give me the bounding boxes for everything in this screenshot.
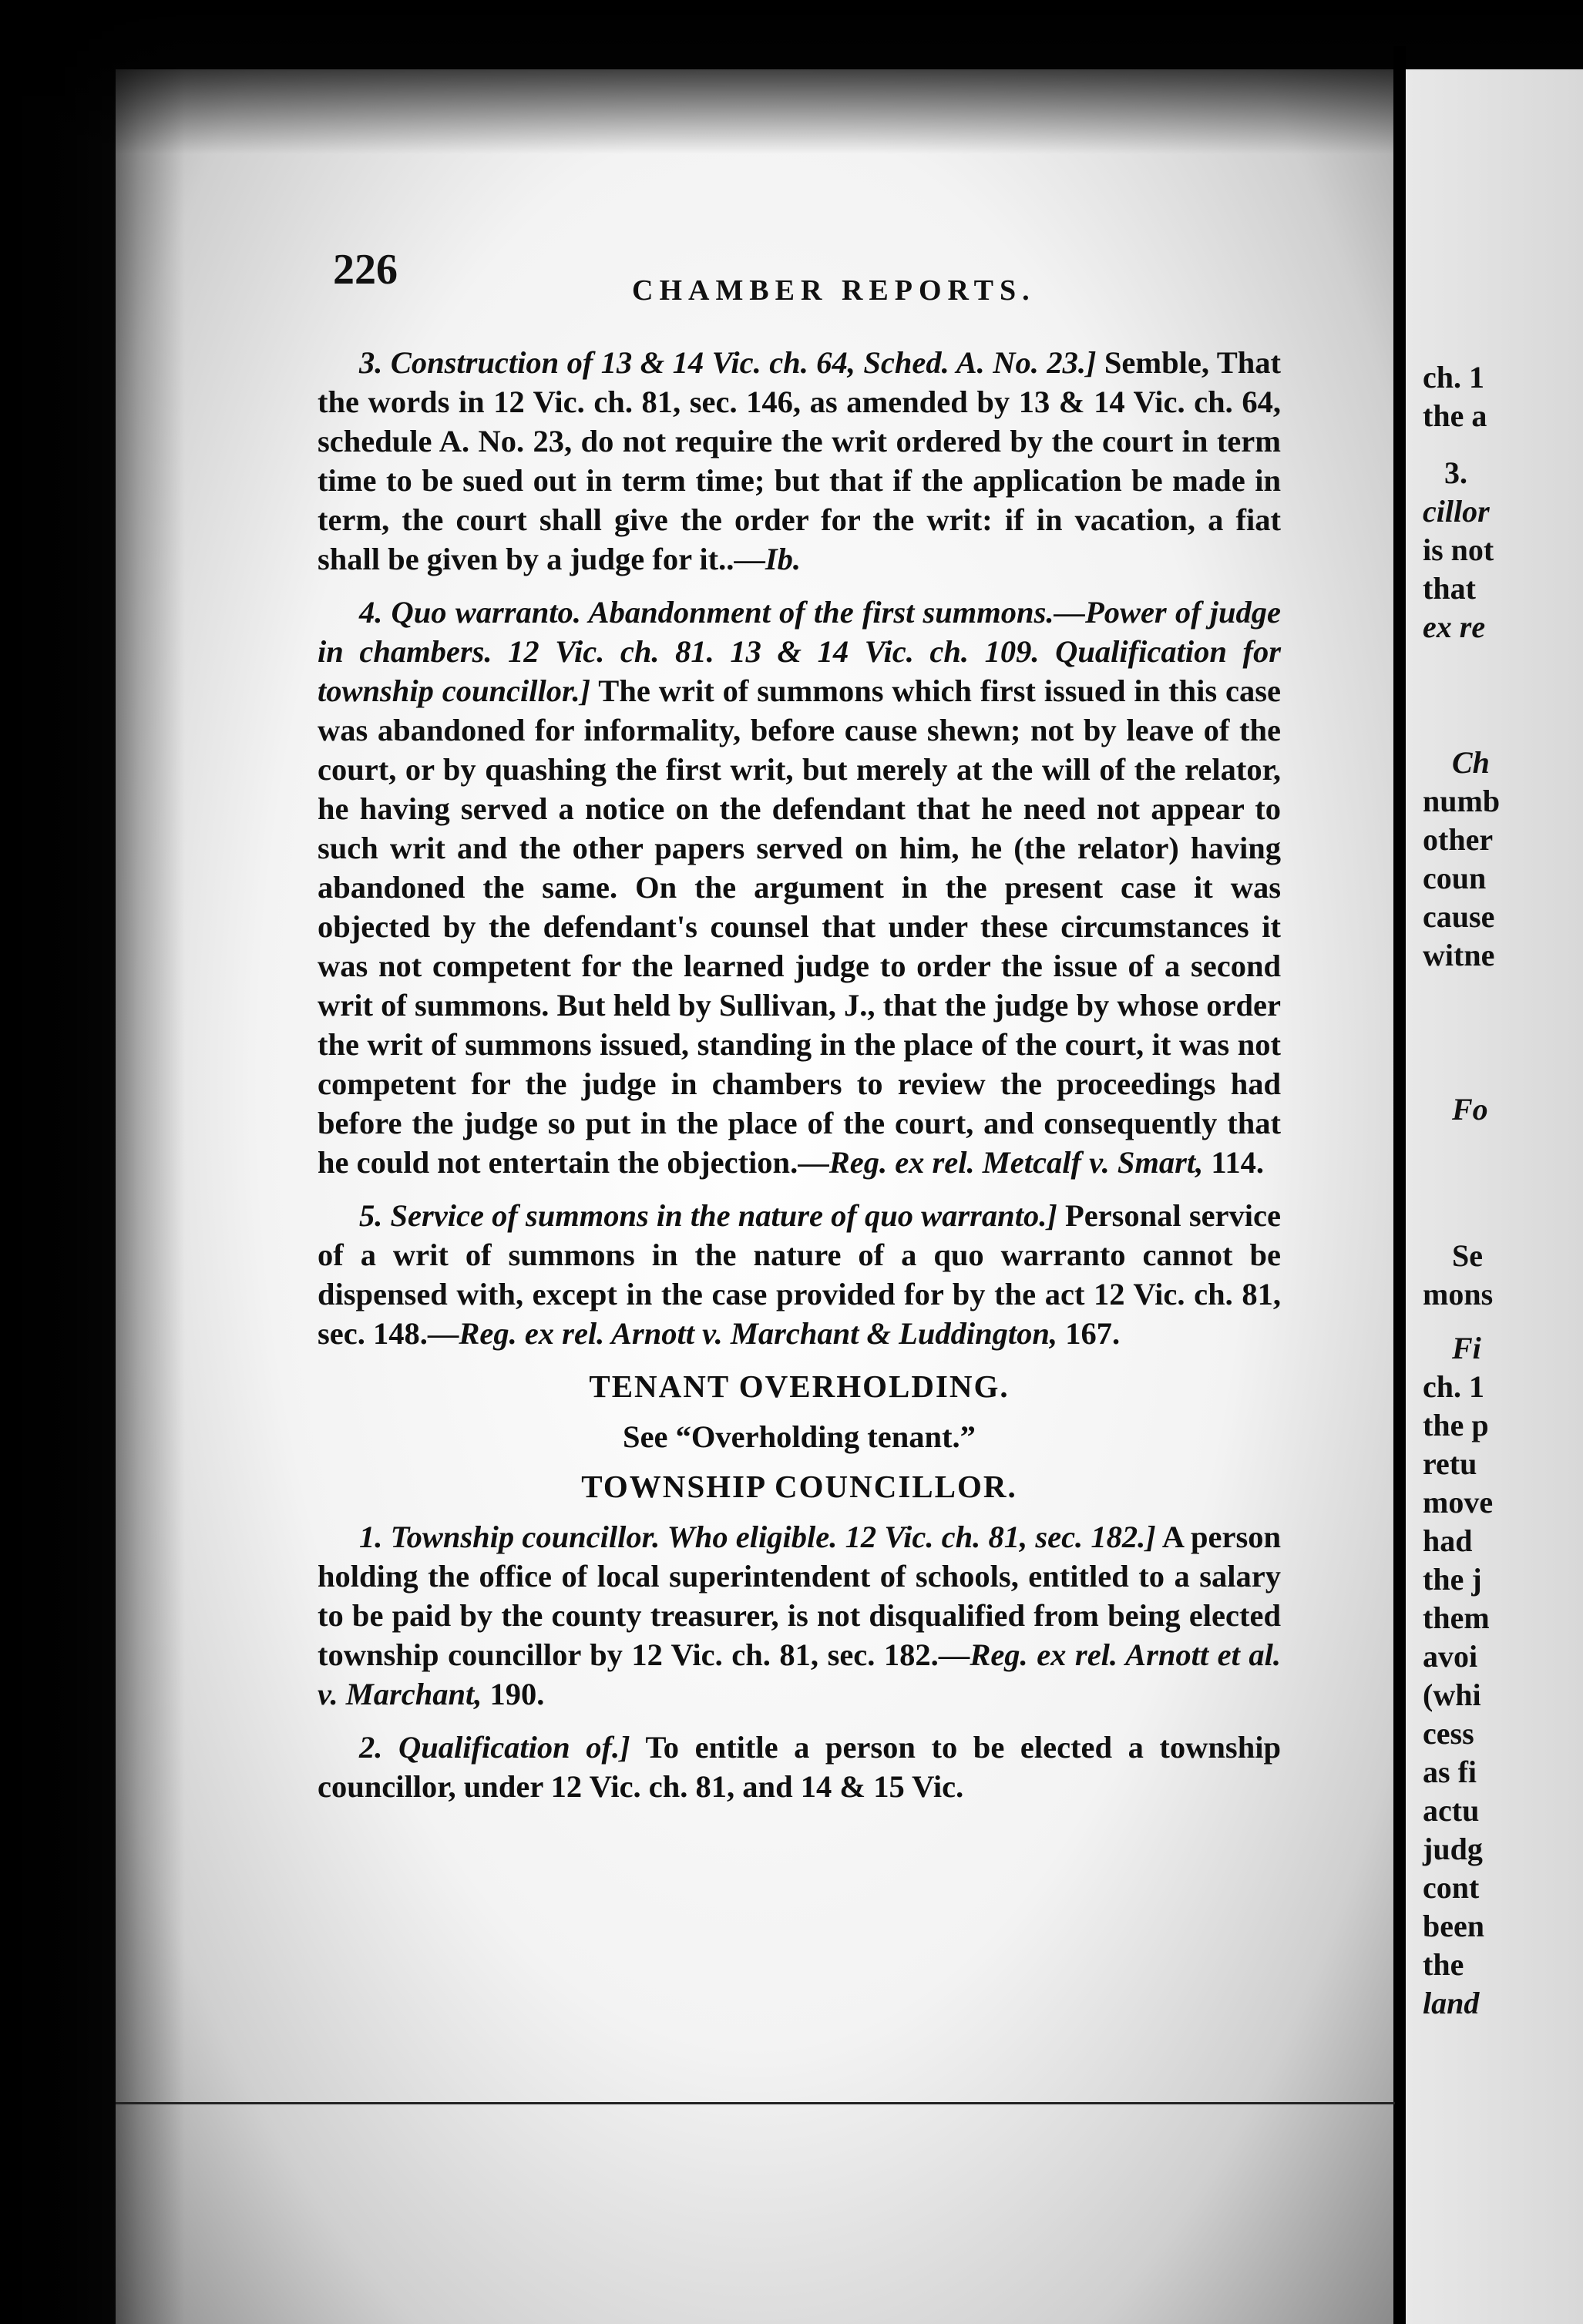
entry-4-citation: Reg. ex rel. Metcalf v. Smart, bbox=[828, 1145, 1204, 1180]
township-entry-1-page-ref: 190. bbox=[482, 1677, 545, 1711]
adjacent-line: the p bbox=[1423, 1408, 1489, 1442]
bottom-rule bbox=[116, 2102, 1395, 2104]
page-number: 226 bbox=[333, 246, 398, 294]
adjacent-line: retu bbox=[1423, 1446, 1477, 1481]
entry-5 bbox=[318, 1196, 1281, 1353]
entry-5-heading: 5. Service of summons in the nature of quo warranto.] bbox=[359, 1198, 1057, 1233]
entry-3-heading: 3. Construction of 13 & 14 Vic. ch. 64, Sched. A. No. 23.] bbox=[359, 345, 1097, 380]
township-entry-2-body: To entitle a person to be elected a township councillor, under 12 Vic. ch. 81, and 14 & 15 Vic. bbox=[318, 1730, 1281, 1804]
entry-3-body: Semble, That the words in 12 Vic. ch. 81, sec. 146, as amended by 13 & 14 Vic. ch. 64, schedule A. No. 23, do not require the writ ordered by the court in term time to be sued out in term time; but that if the application be made in term, the court shall give the order for the writ: if in vacation, a fiat shall be given by a judge for it..— bbox=[318, 345, 1281, 576]
township-entry-1-citation: Reg. ex rel. Arnott et al. v. Marchant, bbox=[318, 1637, 1281, 1711]
adjacent-line: Fo bbox=[1452, 1092, 1488, 1127]
scan-shadow-top bbox=[0, 0, 1583, 154]
cross-reference-see: See “Overholding tenant.” bbox=[623, 1419, 976, 1454]
entry-5-citation: Reg. ex rel. Arnott v. Marchant & Luddington, bbox=[459, 1316, 1058, 1351]
adjacent-line: cillor bbox=[1423, 494, 1490, 529]
adjacent-line: 3. bbox=[1444, 455, 1467, 490]
township-entry-1-heading: 1. Township councillor. Who eligible. 12 Vic. ch. 81, sec. 182.] bbox=[359, 1520, 1156, 1554]
entry-4-page-ref: 114. bbox=[1203, 1145, 1265, 1180]
section-heading-township-councillor: TOWNSHIP COUNCILLOR. bbox=[581, 1469, 1017, 1504]
entry-3 bbox=[318, 343, 1281, 579]
adjacent-line: avoi bbox=[1423, 1639, 1478, 1674]
book-gutter bbox=[1393, 46, 1406, 2324]
entry-5-body: Personal service of a writ of summons in the nature of a quo warranto cannot be dispensed with, except in the case provided for by the act 12 Vic. ch. 81, sec. 148.— bbox=[318, 1198, 1281, 1351]
township-entry-1-body: A person holding the office of local superintendent of schools, entitled to a salary to be paid by the county treasurer, is not disqualified from being elected township councillor by 12 Vic. ch. 81, sec. 182.— bbox=[318, 1520, 1281, 1672]
adjacent-line: (whi bbox=[1423, 1678, 1481, 1712]
adjacent-line: judg bbox=[1423, 1832, 1483, 1866]
scan-shadow-left bbox=[0, 0, 185, 2324]
adjacent-line: the a bbox=[1423, 398, 1487, 433]
adjacent-line: Ch bbox=[1452, 745, 1490, 780]
adjacent-line: the bbox=[1423, 1947, 1464, 1982]
entry-3-citation: Ib. bbox=[765, 542, 802, 576]
adjacent-line: cont bbox=[1423, 1870, 1480, 1905]
adjacent-line: been bbox=[1423, 1909, 1484, 1943]
main-text-column bbox=[318, 343, 1281, 1806]
adjacent-line: ch. 1 bbox=[1423, 360, 1484, 395]
adjacent-line: Fi bbox=[1452, 1331, 1481, 1365]
adjacent-line: them bbox=[1423, 1600, 1490, 1635]
section-heading-tenant-overholding: TENANT OVERHOLDING. bbox=[589, 1369, 1010, 1404]
entry-5-page-ref: 167. bbox=[1057, 1316, 1121, 1351]
adjacent-line: cause bbox=[1423, 899, 1495, 934]
adjacent-line: witne bbox=[1423, 938, 1495, 972]
adjacent-line: the j bbox=[1423, 1562, 1482, 1597]
adjacent-line: as fi bbox=[1423, 1755, 1477, 1789]
adjacent-line: ch. 1 bbox=[1423, 1369, 1484, 1404]
township-entry-2 bbox=[318, 1728, 1281, 1806]
adjacent-line: actu bbox=[1423, 1793, 1480, 1828]
entry-4-body: The writ of summons which first issued in this case was abandoned for informality, before cause shewn; not by leave of the court, or by quashing the first writ, but merely at the will of the relator, he having served a notice on the defendant that he need not appear to such writ and the other papers served on him, he (the relator) having abandoned the same. On the argument in the present case it was objected by the defendant's counsel that under these circumstances it was not competent for the learned judge to order the issue of a second writ of summons. But held by Sullivan, J., that the judge by whose order the writ of summons issued, standing in the place of the court, it was not competent for the judge in chambers to review the proceedings had before the judge so put in the place of the court, and consequently that he could not entertain the objection.— bbox=[318, 673, 1282, 1180]
adjacent-line: other bbox=[1423, 822, 1494, 857]
adjacent-line: mons bbox=[1423, 1277, 1494, 1311]
adjacent-line: coun bbox=[1423, 861, 1487, 895]
adjacent-line: that bbox=[1423, 571, 1476, 606]
adjacent-line: ex re bbox=[1423, 610, 1486, 644]
adjacent-line: Se bbox=[1452, 1238, 1483, 1273]
adjacent-line: had bbox=[1423, 1523, 1473, 1558]
entry-4 bbox=[318, 593, 1281, 1182]
running-head: CHAMBER REPORTS. bbox=[632, 274, 1036, 307]
adjacent-line: land bbox=[1423, 1986, 1480, 2020]
adjacent-line: cess bbox=[1423, 1716, 1474, 1751]
adjacent-page-fragment bbox=[1406, 69, 1583, 2324]
adjacent-line: numb bbox=[1423, 784, 1501, 818]
adjacent-line: move bbox=[1423, 1485, 1494, 1520]
township-entry-2-heading: 2. Qualification of.] bbox=[359, 1730, 630, 1765]
entry-4-heading: 4. Quo warranto. Abandonment of the first summons.—Power of judge in chambers. 12 Vic. ch. 81. 13 & 14 Vic. ch. 109. Qualification for township councillor.] bbox=[318, 595, 1281, 708]
adjacent-line: is not bbox=[1423, 532, 1494, 567]
township-entry-1 bbox=[318, 1517, 1281, 1714]
